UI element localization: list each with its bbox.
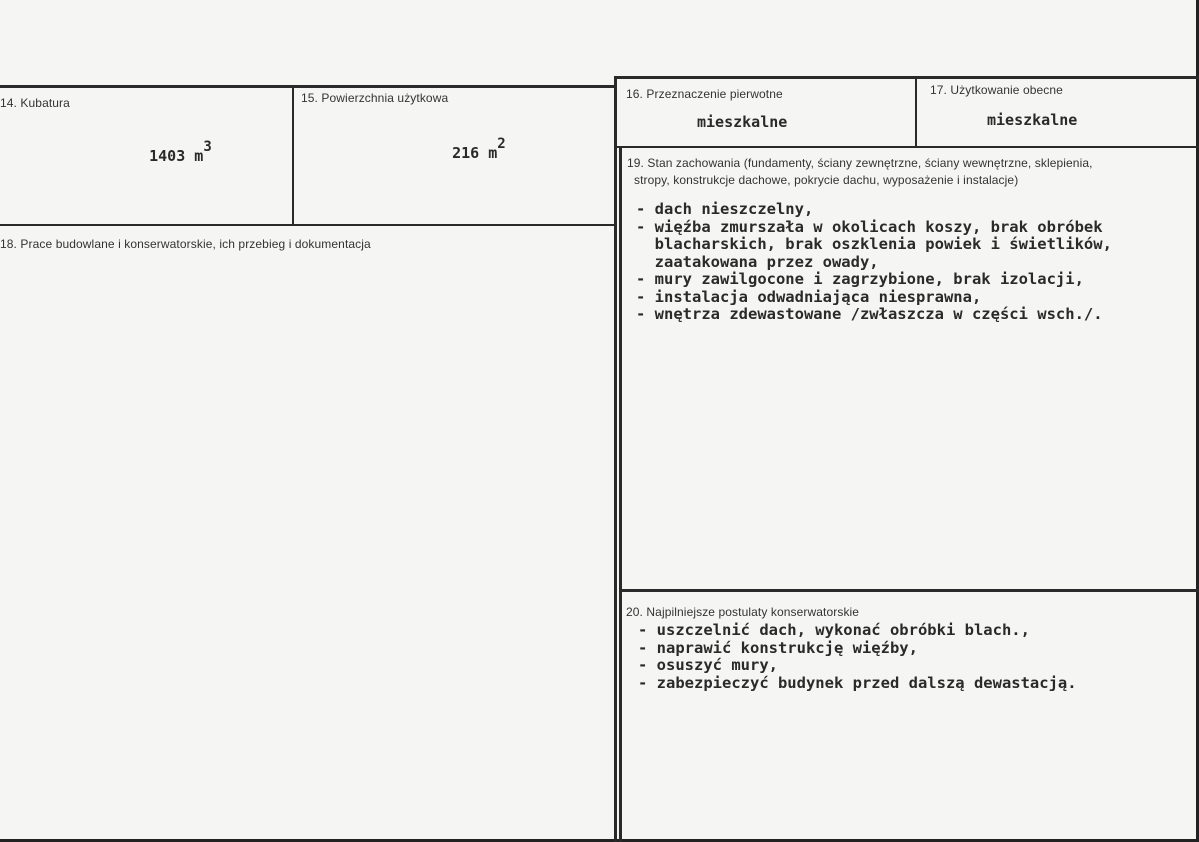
field-19-label-line-2: stropy, konstrukcje dachowe, pokrycie dachu, wyposażenie i instalacje) [634, 173, 1019, 187]
field-17-value: mieszkalne [987, 111, 1078, 129]
cubature-unit: m [194, 147, 204, 165]
top-rule-left [0, 85, 616, 88]
condition-line: - mury zawilgocone i zagrzybione, brak izolacji, [636, 270, 1084, 288]
field-14-label: 14. Kubatura [0, 96, 70, 110]
postulate-line: - naprawić konstrukcję więźby, [638, 638, 918, 657]
condition-line: blacharskich, brak oszklenia powiek i świetlików, [636, 235, 1112, 253]
condition-line: - instalacja odwadniająca niesprawna, [636, 287, 982, 306]
cubature-number: 1403 [149, 147, 186, 165]
field-15-label: 15. Powierzchnia użytkowa [301, 91, 449, 105]
field-16-label: 16. Przeznaczenie pierwotne [626, 87, 783, 101]
field-16-value: mieszkalne [697, 113, 788, 131]
area-unit: m [488, 144, 498, 162]
area-unit-exponent: 2 [497, 136, 506, 152]
area-number: 216 [452, 144, 480, 162]
field-14-value [113, 129, 212, 183]
field-17-label: 17. Użytkowanie obecne [930, 83, 1063, 97]
field-20-label: 20. Najpilniejsze postulaty konserwatorskie [626, 605, 860, 619]
divider-right-column [619, 147, 622, 842]
postulates-list [638, 622, 1077, 692]
divider-16-17 [915, 77, 917, 147]
cubature-unit-exponent: 3 [203, 139, 212, 155]
condition-line: - więźba zmurszała w okolicach koszy, brak obróbek [636, 217, 1103, 236]
rule-under-14-15 [0, 224, 616, 226]
divider-center [614, 78, 617, 842]
rule-under-16-17 [616, 146, 1199, 148]
condition-line: - dach nieszczelny, [636, 200, 814, 218]
postulate-line: - osuszyć mury, [638, 656, 778, 674]
top-rule-right [614, 76, 1199, 79]
condition-list [636, 201, 1112, 324]
field-19-label-line-1: 19. Stan zachowania (fundamenty, ściany zewnętrzne, ściany wewnętrzne, sklepienia, [627, 156, 1093, 170]
postulate-line: - uszczelnić dach, wykonać obróbki blach., [638, 621, 1030, 639]
field-15-value [416, 126, 506, 180]
condition-line: zaatakowana przez owady, [636, 252, 879, 271]
field-18-label: 18. Prace budowlane i konserwatorskie, ich przebieg i dokumentacja [0, 237, 371, 251]
postulate-line: - zabezpieczyć budynek przed dalszą dewastacją. [638, 673, 1077, 692]
divider-14-15 [292, 86, 294, 226]
rule-above-20 [620, 589, 1199, 592]
condition-line: - wnętrza zdewastowane /zwłaszcza w części wsch./. [636, 305, 1103, 323]
field-19-label [627, 155, 1187, 189]
